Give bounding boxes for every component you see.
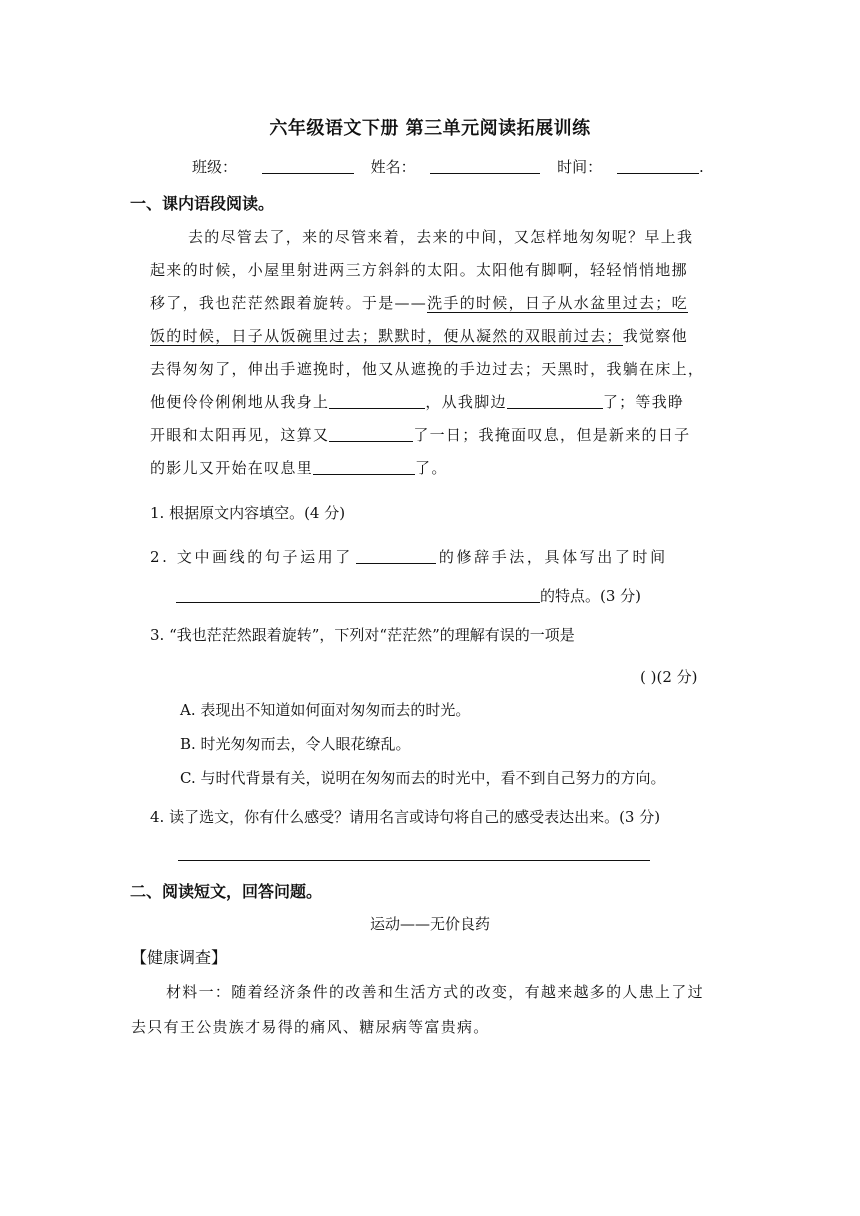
question-4: 4. 读了选文，你有什么感受？请用名言或诗句将自己的感受表达出来。(3 分) [150, 808, 661, 826]
question-2-text: 的特点。(3 分) [540, 587, 642, 605]
question-2-line2 [176, 585, 641, 606]
name-blank[interactable] [430, 159, 540, 174]
passage-line: 去得匆匆了，伸出手遮挽时，他又从遮挽的手边过去；天黑时，我躺在床上， [150, 360, 705, 378]
passage-line [150, 457, 448, 478]
passage-text: 了。 [415, 459, 448, 477]
passage-text: 的影儿又开始在叹息里 [150, 459, 314, 477]
question-2-text: 2. 文中画线的句子运用了 [150, 548, 353, 566]
subheading: 【健康调查】 [131, 948, 228, 967]
fill-blank-2[interactable] [507, 394, 603, 409]
time-feature-blank[interactable] [176, 588, 540, 603]
material-line: 去只有王公贵族才易得的痛风、糖尿病等富贵病。 [131, 1018, 490, 1036]
passage-text: 了一日；我掩面叹息，但是新来的日子 [413, 426, 691, 444]
passage-text: 他便伶伶俐俐地从我身上 [150, 393, 330, 411]
class-blank[interactable] [262, 159, 354, 174]
passage-text: 移了，我也茫茫然跟着旋转。于是—— [150, 294, 428, 312]
question-2-text: 的修辞手法，具体写出了时间 [438, 548, 668, 566]
passage-line: 去的尽管去了，来的尽管来着，去来的中间，又怎样地匆匆呢？早上我 [188, 228, 694, 246]
passage-line [150, 325, 688, 346]
option-c[interactable]: C. 与时代背景有关，说明在匆匆而去的时光中，看不到自己努力的方向。 [180, 769, 666, 787]
info-end: . [698, 158, 704, 176]
underlined-sentence: 饭的时候，日子从饭碗里过去；默默时，便从凝然的双眼前过去； [150, 327, 623, 345]
question-3: 3. “我也茫茫然跟着旋转”，下列对“茫茫然”的理解有误的一项是 [150, 626, 575, 644]
question-1: 1. 根据原文内容填空。(4 分) [150, 504, 346, 522]
rhetoric-blank[interactable] [356, 549, 436, 564]
option-a[interactable]: A. 表现出不知道如何面对匆匆而去的时光。 [180, 701, 471, 719]
passage-text: 开眼和太阳再见，这算又 [150, 426, 330, 444]
time-label: 时间： [557, 158, 603, 176]
question-2 [150, 546, 668, 567]
answer-bracket[interactable]: ( )(2 分) [640, 668, 698, 686]
article-title: 运动——无价良药 [369, 915, 490, 933]
fill-blank-1[interactable] [329, 394, 425, 409]
passage-line [150, 292, 688, 313]
material-line: 材料一：随着经济条件的改善和生活方式的改变，有越来越多的人患上了过 [166, 983, 704, 1001]
fill-blank-4[interactable] [313, 460, 415, 475]
fill-blank-3[interactable] [329, 427, 413, 442]
option-b[interactable]: B. 时光匆匆而去，令人眼花缭乱。 [180, 735, 411, 753]
passage-text: ，从我脚边 [425, 393, 507, 411]
passage-line [150, 391, 684, 412]
section1-heading: 一、课内语段阅读。 [130, 194, 275, 213]
page-title: 六年级语文下册 第三单元阅读拓展训练 [269, 118, 591, 139]
section2-heading: 二、阅读短文，回答问题。 [130, 882, 323, 901]
student-info-row [192, 156, 704, 177]
name-label: 姓名： [370, 158, 416, 176]
underlined-sentence: 洗手的时候，日子从水盆里过去；吃 [427, 294, 688, 312]
time-blank[interactable] [617, 159, 699, 174]
answer-line[interactable] [178, 860, 650, 861]
class-label: 班级： [192, 158, 238, 176]
passage-text: 我觉察他 [622, 327, 688, 345]
passage-line [150, 424, 690, 445]
passage-line: 起来的时候，小屋里射进两三方斜斜的太阳。太阳他有脚啊，轻轻悄悄地挪 [150, 261, 688, 279]
passage-text: 了；等我睁 [602, 393, 685, 411]
